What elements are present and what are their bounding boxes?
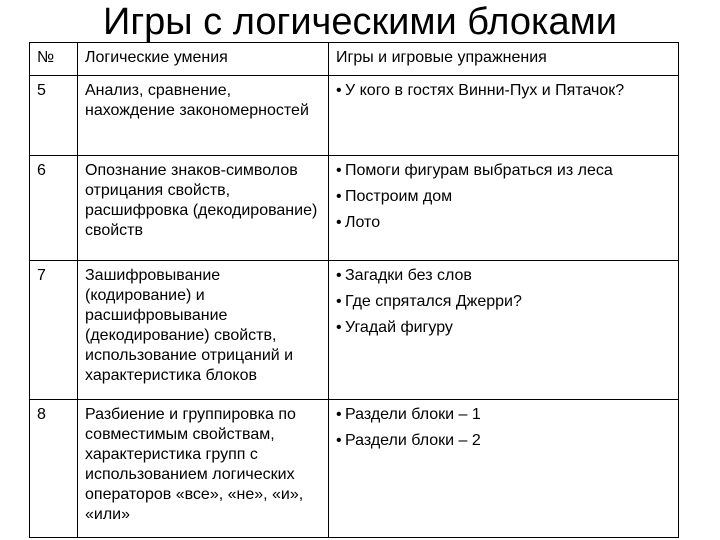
row-games — [329, 261, 679, 400]
row-games — [329, 400, 679, 538]
game-item: • Где спрятался Джерри? — [336, 292, 672, 312]
row-skill: Зашифровывание (кодирование) и расшифровывание (декодирование) свойств, использование отрицаний и характеристика блоков — [78, 261, 329, 400]
game-item: • Помоги фигурам выбраться из леса — [336, 161, 672, 181]
header-games: Игры и игровые упражнения — [329, 43, 679, 76]
row-num: 8 — [30, 400, 78, 538]
row-skill: Разбиение и группировка по совместимым свойствам, характеристика групп с использованием логических операторов «все», «не», «и», «или» — [78, 400, 329, 538]
header-num: № — [30, 43, 78, 76]
header-skills: Логические умения — [78, 43, 329, 76]
games-table — [29, 42, 679, 538]
game-item: • Раздели блоки – 2 — [336, 431, 672, 451]
row-games — [329, 76, 679, 156]
games-list — [336, 266, 672, 338]
table-row — [30, 400, 679, 538]
games-list — [336, 405, 672, 451]
game-item: • Угадай фигуру — [336, 318, 672, 338]
games-list — [336, 161, 672, 233]
game-item: • Построим дом — [336, 187, 672, 207]
page-title: Игры с логическими блоками — [103, 1, 617, 43]
row-num: 7 — [30, 261, 78, 400]
table-row — [30, 76, 679, 156]
row-games — [329, 156, 679, 261]
row-num: 6 — [30, 156, 78, 261]
row-skill: Опознание знаков-символов отрицания свойств, расшифровка (декодирование) свойств — [78, 156, 329, 261]
games-list — [336, 81, 672, 101]
game-item: • Раздели блоки – 1 — [336, 405, 672, 425]
row-skill: Анализ, сравнение, нахождение закономерностей — [78, 76, 329, 156]
game-item: • Загадки без слов — [336, 266, 672, 286]
table-row — [30, 156, 679, 261]
table-row — [30, 261, 679, 400]
row-num: 5 — [30, 76, 78, 156]
game-item: • У кого в гостях Винни-Пух и Пятачок? — [336, 81, 672, 101]
game-item: • Лото — [336, 213, 672, 233]
table-header-row — [30, 43, 679, 76]
